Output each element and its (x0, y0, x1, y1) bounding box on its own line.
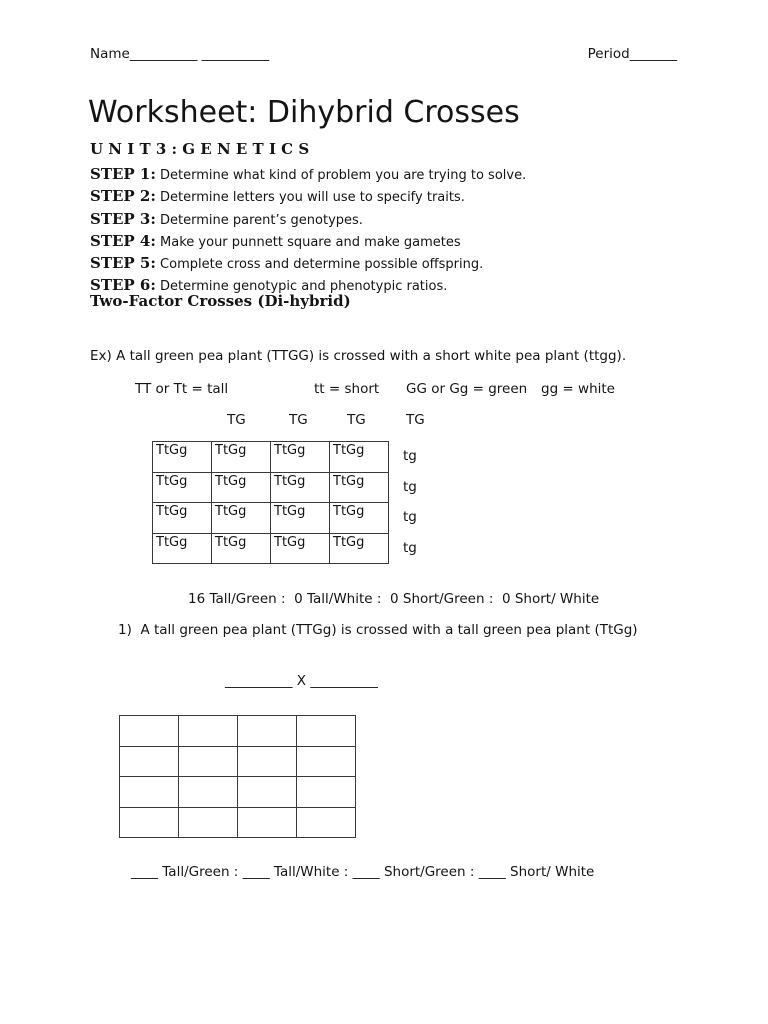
blank-cell (238, 746, 297, 777)
punnett-cell: TtGg (212, 533, 271, 564)
punnett-cell: TtGg (153, 503, 212, 534)
blank-cell (120, 777, 179, 808)
gamete-column-header: TG (289, 412, 308, 428)
step-row (90, 185, 526, 207)
punnett-row (153, 442, 389, 473)
punnett-row (153, 472, 389, 503)
answer-ratio-line: ____ Tall/Green : ____ Tall/White : ____ Short/Green : ____ Short/ White (131, 864, 595, 880)
steps-list (90, 163, 526, 297)
punnett-table-blank (119, 715, 356, 838)
gamete-row-label: tg (403, 539, 417, 556)
step-label: STEP 5: (90, 254, 156, 273)
blank-cell (238, 807, 297, 838)
key-green: GG or Gg = green (406, 381, 528, 397)
punnett-cell: TtGg (330, 533, 389, 564)
period-blank: Period_______ (587, 46, 677, 62)
step-row (90, 252, 526, 274)
example-ratio-line: 16 Tall/Green : 0 Tall/White : 0 Short/Green : 0 Short/ White (188, 591, 600, 607)
punnett-cell: TtGg (153, 533, 212, 564)
punnett-row (120, 807, 356, 838)
blank-cell (297, 716, 356, 747)
gamete-row-label: tg (403, 478, 417, 495)
blank-cell (179, 807, 238, 838)
step-text: Determine what kind of problem you are trying to solve. (155, 168, 527, 183)
blank-cell (120, 807, 179, 838)
key-white: gg = white (541, 381, 615, 397)
gamete-column-header: TG (347, 412, 366, 428)
key-short: tt = short (314, 381, 380, 397)
blank-cell (238, 777, 297, 808)
blank-cell (120, 716, 179, 747)
step-text: Determine genotypic and phenotypic ratios. (155, 279, 448, 295)
unit-heading: U N I T 3 : G E N E T I C S (90, 140, 310, 158)
step-text: Complete cross and determine possible offspring. (155, 257, 484, 273)
punnett-cell: TtGg (330, 442, 389, 473)
punnett-cell: TtGg (271, 472, 330, 503)
step-row (90, 208, 526, 230)
step-row (90, 163, 526, 185)
blank-cell (297, 746, 356, 777)
name-blank: Name__________ __________ (90, 46, 270, 62)
blank-cell (238, 716, 297, 747)
key-tall: TT or Tt = tall (135, 381, 229, 397)
gamete-column-header: TG (406, 412, 425, 428)
blank-cell (179, 716, 238, 747)
step-label: STEP 6: (90, 276, 156, 295)
punnett-cell: TtGg (212, 442, 271, 473)
punnett-row (120, 777, 356, 808)
gamete-row-label: tg (403, 509, 417, 526)
header-line (90, 46, 677, 62)
punnett-cell: TtGg (212, 472, 271, 503)
punnett-cell: TtGg (330, 503, 389, 534)
step-row (90, 230, 526, 252)
step-text: Make your punnett square and make gametes (155, 234, 461, 250)
step-label: STEP 4: (90, 231, 156, 250)
punnett-cell: TtGg (212, 503, 271, 534)
step-label: STEP 2: (90, 187, 156, 206)
gamete-row-label: tg (403, 448, 417, 465)
blank-cell (120, 746, 179, 777)
step-label: STEP 3: (90, 209, 156, 228)
punnett-table-example (152, 441, 389, 564)
step-text: Determine letters you will use to specify traits. (155, 190, 465, 206)
blank-cell (179, 746, 238, 777)
cross-blank-line: __________ X __________ (225, 673, 378, 689)
punnett-cell: TtGg (153, 472, 212, 503)
punnett-cell: TtGg (271, 533, 330, 564)
blank-cell (179, 777, 238, 808)
punnett-row (153, 503, 389, 534)
step-text: Determine parent’s genotypes. (155, 212, 363, 228)
section-heading: Two-Factor Crosses (Di-hybrid) (90, 292, 351, 310)
punnett-row (120, 746, 356, 777)
blank-cell (297, 807, 356, 838)
punnett-cell: TtGg (271, 442, 330, 473)
blank-cell (297, 777, 356, 808)
punnett-row (153, 533, 389, 564)
problem-1-prompt: 1) A tall green pea plant (TTGg) is crossed with a tall green pea plant (TtGg) (118, 622, 638, 638)
punnett-cell: TtGg (153, 442, 212, 473)
page-title: Worksheet: Dihybrid Crosses (88, 95, 520, 130)
gamete-column-header: TG (227, 412, 246, 428)
example-prompt: Ex) A tall green pea plant (TTGG) is crossed with a short white pea plant (ttgg). (90, 348, 627, 364)
punnett-row (120, 716, 356, 747)
punnett-cell: TtGg (271, 503, 330, 534)
punnett-cell: TtGg (330, 472, 389, 503)
gamete-row-labels (403, 441, 417, 563)
step-label: STEP 1: (90, 165, 156, 183)
